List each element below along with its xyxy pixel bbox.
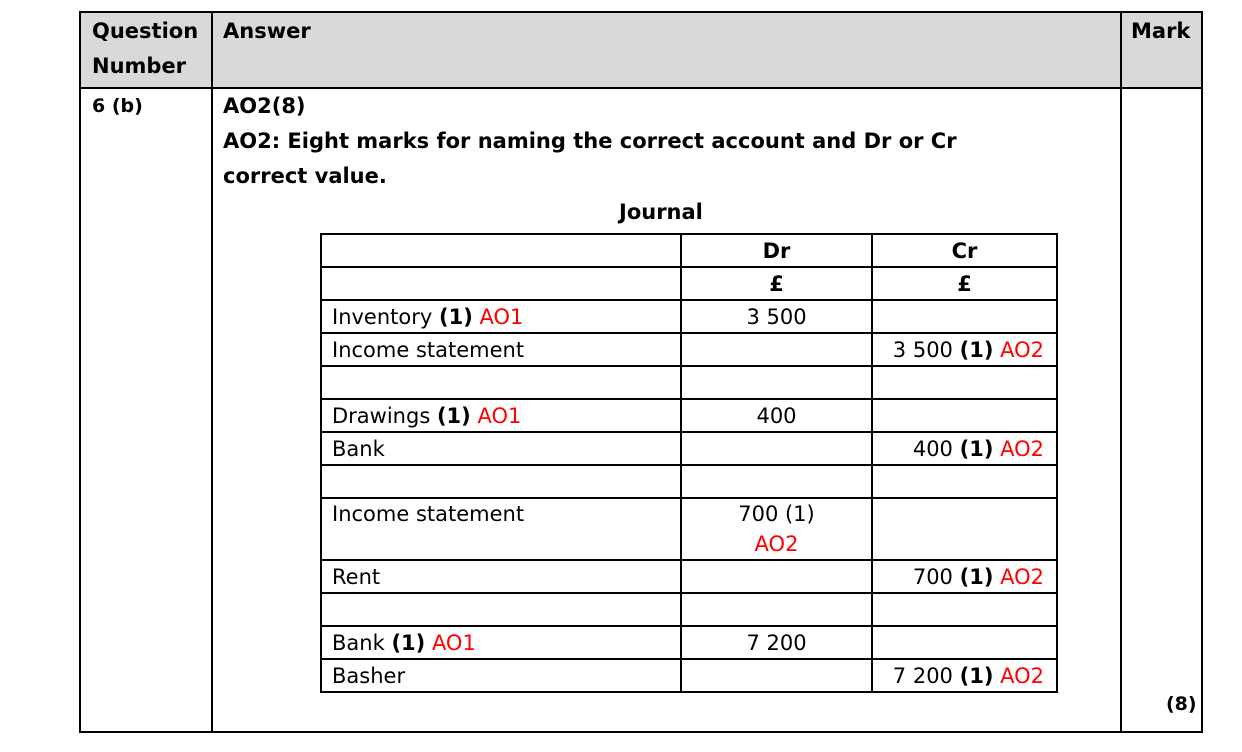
journal-cr: 700 (1) AO2: [872, 560, 1057, 593]
question-number: 6 (b): [92, 95, 143, 117]
journal-dr-currency: £: [681, 267, 872, 300]
journal-cr: [872, 300, 1057, 333]
journal-row: [321, 333, 1057, 366]
journal-cr: 400 (1) AO2: [872, 432, 1057, 465]
journal-header-row: [321, 234, 1057, 267]
instruction-line1: AO2: Eight marks for naming the correct account and Dr or Cr: [223, 129, 957, 153]
journal-spacer-row: [321, 366, 1057, 399]
header-question-line2: Number: [92, 54, 187, 78]
column-divider-2: [1120, 13, 1122, 731]
journal-dr: [681, 432, 872, 465]
journal-row: [321, 498, 1057, 560]
journal-account: Inventory (1) AO1: [321, 300, 681, 333]
journal-table: [320, 233, 1058, 693]
journal-cr: [872, 399, 1057, 432]
journal-cr: [872, 498, 1057, 560]
journal-cr: 7 200 (1) AO2: [872, 659, 1057, 692]
journal-spacer-row: [321, 593, 1057, 626]
header-answer: Answer: [223, 19, 311, 43]
journal-account: Bank (1) AO1: [321, 626, 681, 659]
journal-row: [321, 300, 1057, 333]
journal-dr: [681, 560, 872, 593]
journal-account: Basher: [321, 659, 681, 692]
journal-dr-header: Dr: [681, 234, 872, 267]
journal-cr-header: Cr: [872, 234, 1057, 267]
instruction-line2: correct value.: [223, 164, 387, 188]
journal-account-header: [321, 234, 681, 267]
journal-account: Income statement: [321, 498, 681, 560]
journal-dr: 700 (1) AO2: [681, 498, 872, 560]
journal-dr: 400: [681, 399, 872, 432]
mark-scheme-table: [79, 11, 1203, 733]
journal-spacer-row: [321, 465, 1057, 498]
journal-dr: 7 200: [681, 626, 872, 659]
journal-row: [321, 560, 1057, 593]
journal-title: Journal: [619, 200, 703, 224]
journal-cr: [872, 626, 1057, 659]
journal-account: Rent: [321, 560, 681, 593]
header-question-line1: Question: [92, 19, 199, 43]
journal-row: [321, 626, 1057, 659]
journal-cr-currency: £: [872, 267, 1057, 300]
journal-cr: 3 500 (1) AO2: [872, 333, 1057, 366]
journal-account: Income statement: [321, 333, 681, 366]
header-mark: Mark: [1131, 19, 1191, 43]
column-divider-1: [211, 13, 213, 731]
journal-account: Bank: [321, 432, 681, 465]
journal-row: [321, 432, 1057, 465]
journal-dr: 3 500: [681, 300, 872, 333]
journal-row: [321, 659, 1057, 692]
journal-currency-row: [321, 267, 1057, 300]
ao-heading: AO2(8): [223, 94, 306, 118]
total-mark: (8): [1166, 693, 1197, 715]
journal-row: [321, 399, 1057, 432]
journal-dr: [681, 333, 872, 366]
journal-dr: [681, 659, 872, 692]
journal-account: Drawings (1) AO1: [321, 399, 681, 432]
